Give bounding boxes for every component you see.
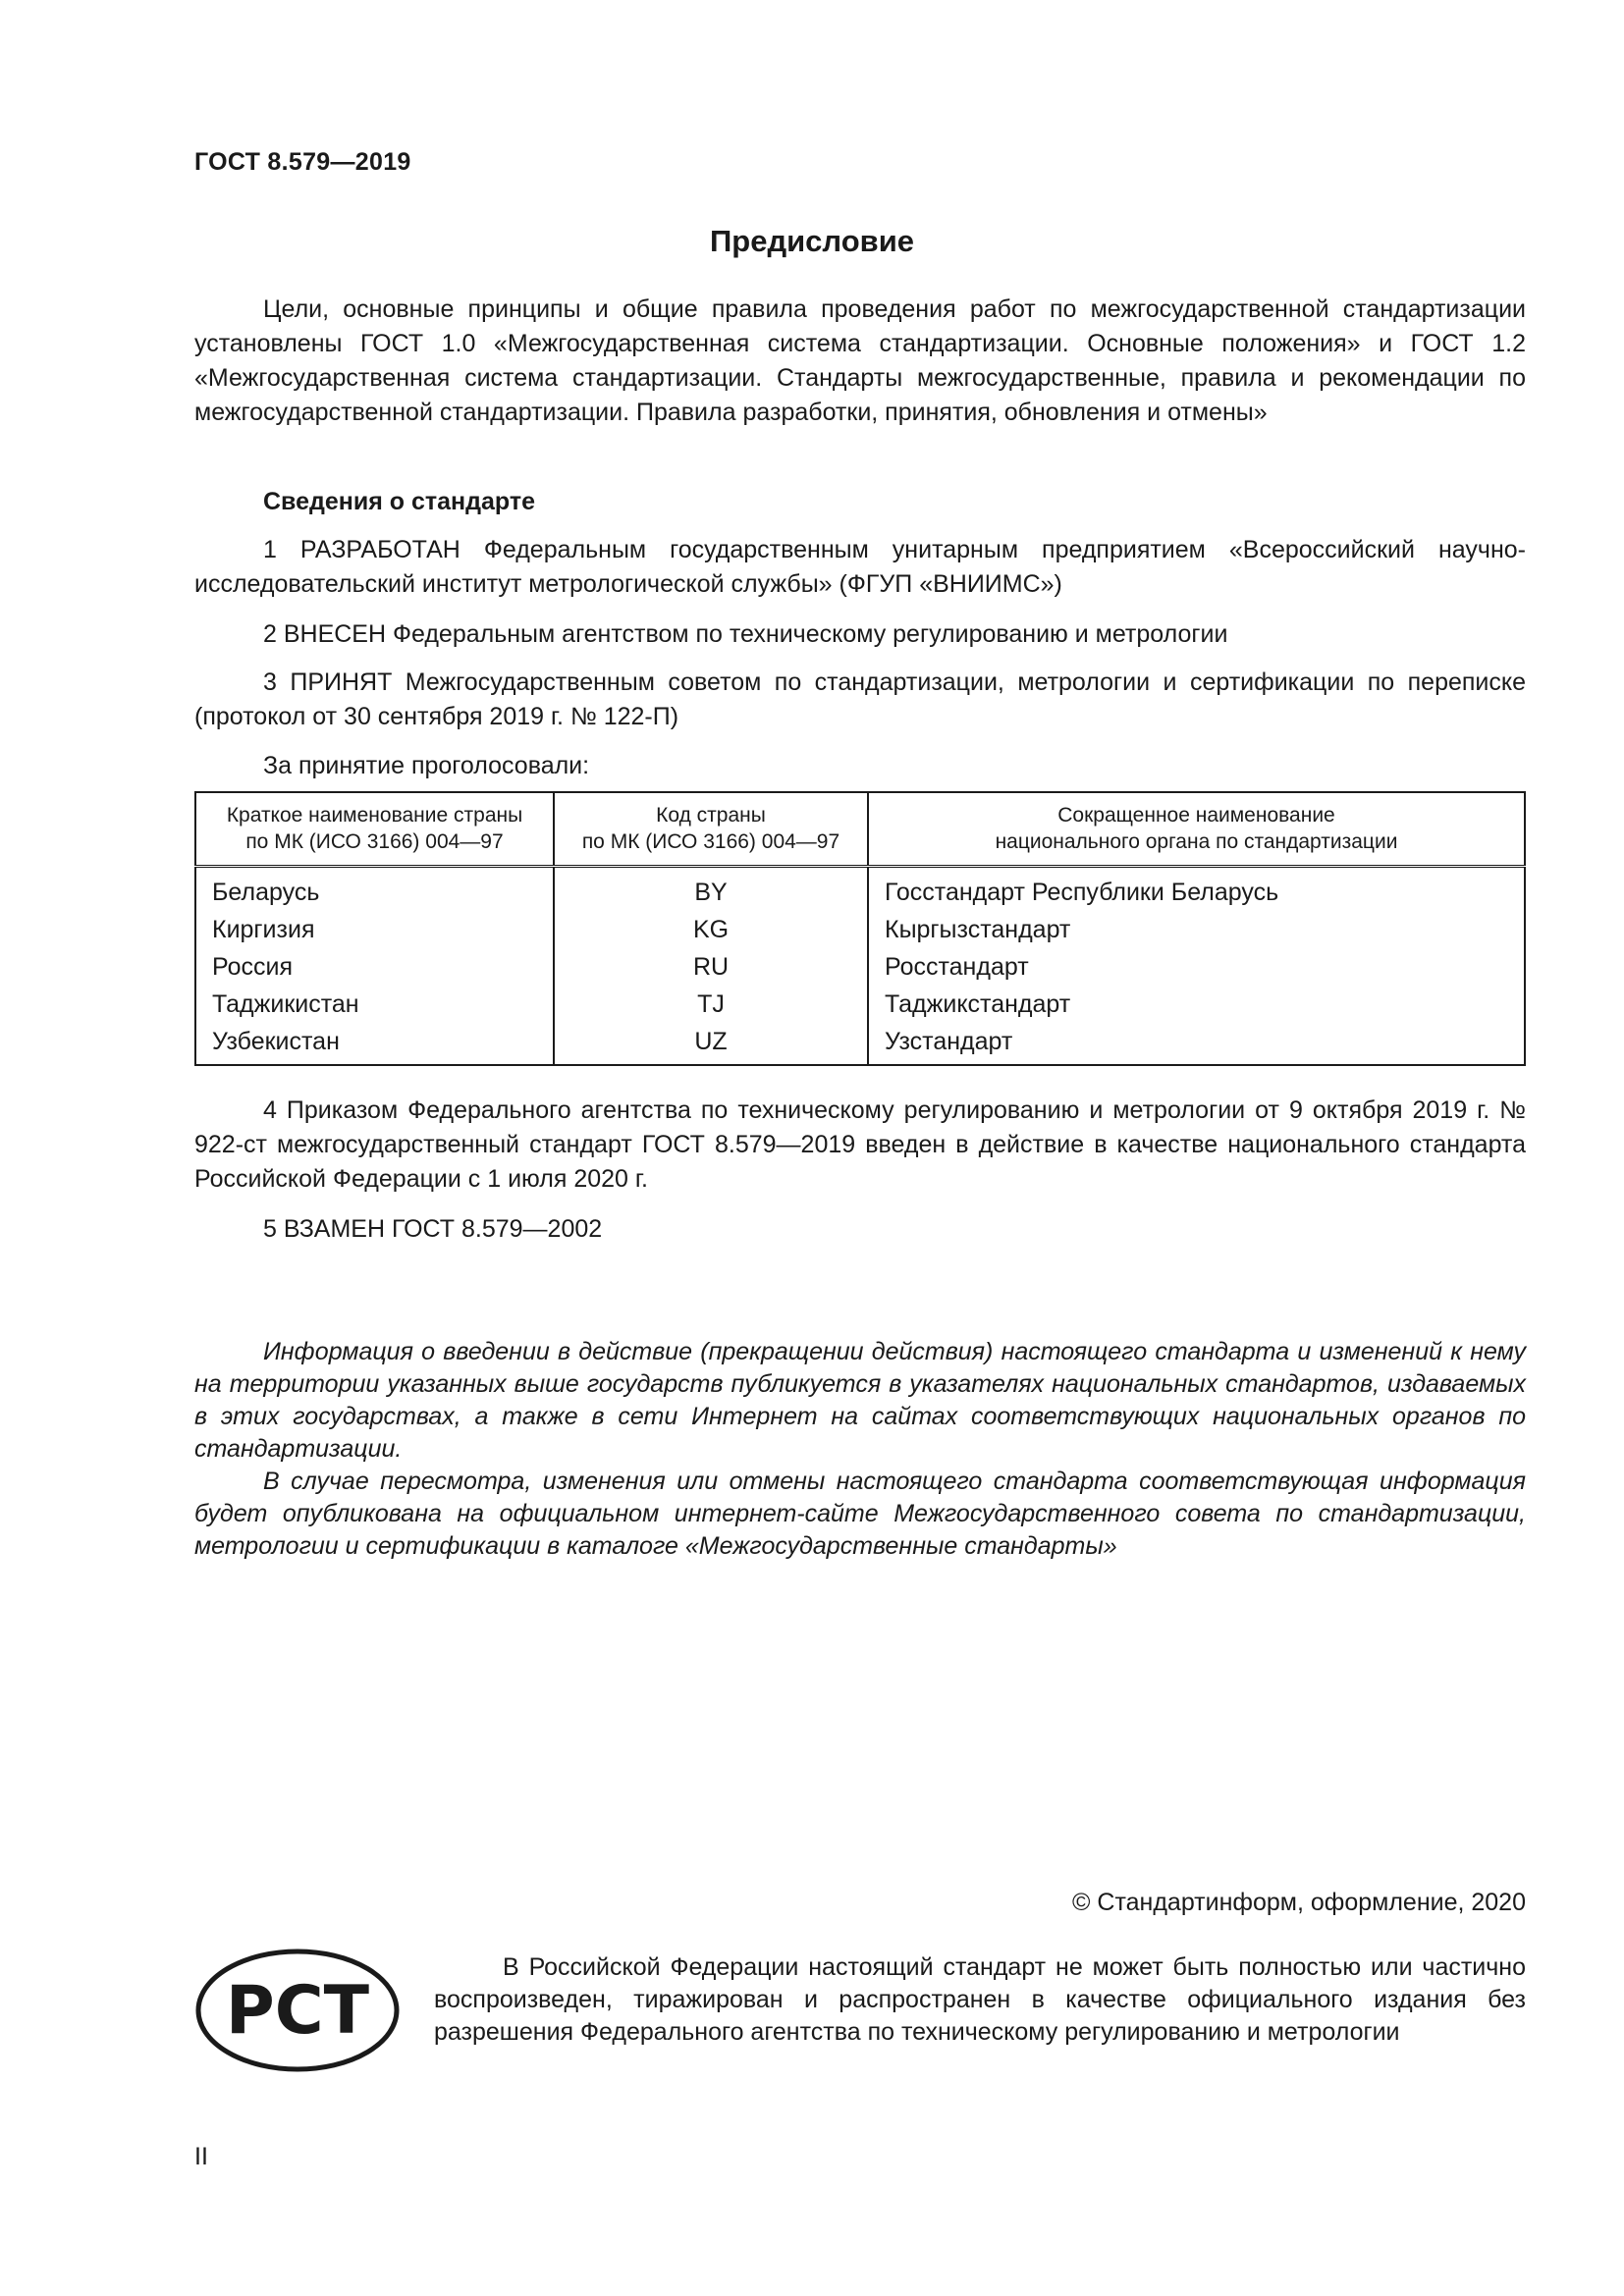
- voted-label-block: [194, 749, 1526, 783]
- code-cell: RU: [554, 948, 868, 986]
- code-cell: BY: [554, 867, 868, 912]
- table-row: [195, 1023, 1525, 1065]
- pct-logo-text: РСТ: [225, 1972, 370, 2050]
- body-cell: Росстандарт: [885, 953, 1029, 981]
- header-body: [868, 792, 1525, 867]
- copyright-line: © Стандартинформ, оформление, 2020: [1072, 1889, 1526, 1916]
- voted-label: За принятие проголосовали:: [263, 752, 590, 779]
- code-cell: TJ: [554, 986, 868, 1023]
- country-cell: Беларусь: [195, 867, 554, 912]
- intro-block: [194, 293, 1526, 430]
- table-row: [195, 948, 1525, 986]
- item-introduced-block: [194, 617, 1526, 652]
- italic-notes: [194, 1336, 1526, 1563]
- country-cell: Узбекистан: [195, 1023, 554, 1065]
- page-title: Предисловие: [709, 224, 914, 258]
- table-row: [195, 867, 1525, 912]
- item-replaces-block: [194, 1212, 1526, 1247]
- country-cell: Россия: [195, 948, 554, 986]
- header-country: [195, 792, 554, 867]
- reproduction-notice: В Российской Федерации настоящий стандарт не может быть полностью или частично воспроизведен, тиражирован и распространен в качестве официального издания без разрешения Федерального агентства по техническому регулированию и метрологии: [434, 1953, 1526, 2046]
- item-order-block: [194, 1094, 1526, 1197]
- item-adopted: 3 ПРИНЯТ Межгосударственным советом по стандартизации, метрологии и сертификации по переписке (протокол от 30 сентября 2019 г. № 122-П): [194, 668, 1526, 730]
- body-cell: Таджикстандарт: [885, 990, 1071, 1018]
- header-body-line1: Сокращенное наименование: [1057, 804, 1335, 827]
- item-developed-block: [194, 533, 1526, 602]
- item-order: 4 Приказом Федерального агентства по техническому регулированию и метрологии от 9 октября 2019 г. № 922-ст межгосударственный стандарт ГОСТ 8.579—2019 введен в действие в качестве национального стандарта Российской Федерации с 1 июля 2020 г.: [194, 1096, 1526, 1193]
- header-country-line2: по МК (ИСО 3166) 004—97: [245, 830, 504, 853]
- table-header-row: [195, 792, 1525, 867]
- header-body-line2: национального органа по стандартизации: [995, 830, 1398, 853]
- standard-code: ГОСТ 8.579—2019: [194, 148, 411, 176]
- country-cell: Таджикистан: [195, 986, 554, 1023]
- code-cell: UZ: [554, 1023, 868, 1065]
- info-heading-block: [194, 485, 1526, 519]
- italic-note-2: В случае пересмотра, изменения или отмены настоящего стандарта соответствующая информация будет опубликована на официальном интернет-сайте Межгосударственного совета по стандартизации, метрологии и сертификации в каталоге «Межгосударственные стандарты»: [194, 1468, 1526, 1560]
- table-row: [195, 986, 1525, 1023]
- item-replaces: 5 ВЗАМЕН ГОСТ 8.579—2002: [263, 1215, 603, 1243]
- header-code-line2: по МК (ИСО 3166) 004—97: [581, 830, 840, 853]
- page-number: II: [194, 2143, 208, 2170]
- header-country-line1: Краткое наименование страны: [226, 804, 523, 827]
- table-row: [195, 911, 1525, 948]
- body-cell: Узстандарт: [885, 1028, 1013, 1055]
- item-introduced: 2 ВНЕСЕН Федеральным агентством по техническому регулированию и метрологии: [263, 620, 1228, 648]
- reproduction-notice-block: [434, 1951, 1526, 2049]
- voting-table: [194, 791, 1526, 1066]
- italic-note-1: Информация о введении в действие (прекращении действия) настоящего стандарта и изменений к нему на территории указанных выше государств публикуется в указателях национальных стандартов, издаваемых в этих государствах, а также в сети Интернет на сайтах соответствующих национальных органов по стандартизации.: [194, 1338, 1526, 1463]
- item-adopted-block: [194, 666, 1526, 734]
- country-cell: Киргизия: [195, 911, 554, 948]
- body-cell: Кыргызстандарт: [885, 916, 1071, 943]
- item-developed: 1 РАЗРАБОТАН Федеральным государственным унитарным предприятием «Всероссийский научно-исследовательский институт метрологической службы» (ФГУП «ВНИИМС»): [194, 536, 1526, 598]
- info-heading: Сведения о стандарте: [263, 488, 536, 515]
- header-code-line1: Код страны: [656, 804, 766, 827]
- header-code: [554, 792, 868, 867]
- code-cell: KG: [554, 911, 868, 948]
- pct-logo-icon: [194, 1948, 401, 2073]
- intro-paragraph: Цели, основные принципы и общие правила проведения работ по межгосударственной стандартизации установлены ГОСТ 1.0 «Межгосударственная система стандартизации. Основные положения» и ГОСТ 1.2 «Межгосударственная система стандартизации. Стандарты межгосударственные, правила и рекомендации по межгосударственной стандартизации. Правила разработки, принятия, обновления и отмены»: [194, 295, 1526, 426]
- body-cell: Госстандарт Республики Беларусь: [885, 879, 1279, 906]
